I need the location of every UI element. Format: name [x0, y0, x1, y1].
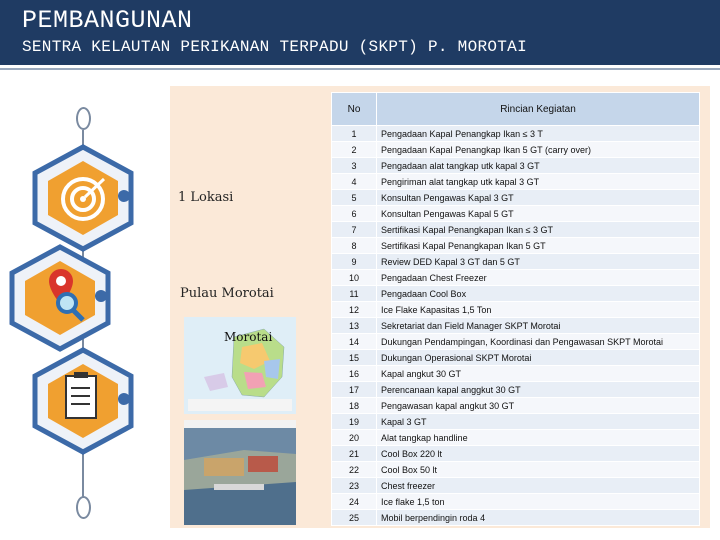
row-description: Pengawasan kapal angkut 30 GT [377, 398, 700, 414]
row-number: 19 [332, 414, 377, 430]
location-search-icon [5, 243, 115, 353]
table-row [332, 174, 700, 190]
row-number: 24 [332, 494, 377, 510]
row-description: Pengadaan alat tangkap utk kapal 3 GT [377, 158, 700, 174]
row-description: Sertifikasi Kapal Penangkapan Ikan 5 GT [377, 238, 700, 254]
table-row [332, 430, 700, 446]
row-description: Pengadaan Kapal Penangkap Ikan ≤ 3 T [377, 126, 700, 142]
row-number: 23 [332, 478, 377, 494]
row-number: 17 [332, 382, 377, 398]
row-description: Perencanaan kapal anggkut 30 GT [377, 382, 700, 398]
column-header-no: No [332, 93, 377, 126]
column-header-rincian: Rincian Kegiatan [377, 93, 700, 126]
row-number: 13 [332, 318, 377, 334]
table-row [332, 510, 700, 526]
row-description: Sertifikasi Kapal Penangkapan Ikan ≤ 3 GT [377, 222, 700, 238]
row-number: 11 [332, 286, 377, 302]
row-description: Cool Box 50 lt [377, 462, 700, 478]
row-description: Kapal 3 GT [377, 414, 700, 430]
table-row [332, 238, 700, 254]
row-number: 22 [332, 462, 377, 478]
row-description: Ice flake 1,5 ton [377, 494, 700, 510]
row-description: Konsultan Pengawas Kapal 5 GT [377, 206, 700, 222]
table-row [332, 142, 700, 158]
row-number: 12 [332, 302, 377, 318]
row-number: 5 [332, 190, 377, 206]
map-label: Morotai [224, 330, 273, 344]
row-number: 2 [332, 142, 377, 158]
table-row [332, 254, 700, 270]
row-number: 10 [332, 270, 377, 286]
row-description: Pengadaan Chest Freezer [377, 270, 700, 286]
row-description: Cool Box 220 lt [377, 446, 700, 462]
harbor-photo-image [184, 420, 296, 525]
row-description: Mobil berpendingin roda 4 [377, 510, 700, 526]
activity-table [331, 92, 700, 526]
table-row [332, 126, 700, 142]
row-number: 16 [332, 366, 377, 382]
row-number: 7 [332, 222, 377, 238]
row-number: 15 [332, 350, 377, 366]
clipboard-icon [28, 346, 138, 456]
row-description: Pengadaan Kapal Penangkap Ikan 5 GT (carry over) [377, 142, 700, 158]
row-number: 6 [332, 206, 377, 222]
table-row [332, 350, 700, 366]
row-description: Dukungan Operasional SKPT Morotai [377, 350, 700, 366]
pillar-bottom-cap [76, 496, 91, 519]
pillar-top-cap [76, 107, 91, 130]
target-icon [28, 143, 138, 253]
table-row [332, 270, 700, 286]
table-row [332, 414, 700, 430]
row-description: Alat tangkap handline [377, 430, 700, 446]
row-number: 21 [332, 446, 377, 462]
row-description: Pengadaan Cool Box [377, 286, 700, 302]
row-number: 8 [332, 238, 377, 254]
row-number: 9 [332, 254, 377, 270]
table-row [332, 334, 700, 350]
table-row [332, 158, 700, 174]
row-description: Ice Flake Kapasitas 1,5 Ton [377, 302, 700, 318]
row-number: 18 [332, 398, 377, 414]
row-number: 14 [332, 334, 377, 350]
row-description: Dukungan Pendampingan, Koordinasi dan Pengawasan SKPT Morotai [377, 334, 700, 350]
lokasi-label: 1 Lokasi [178, 190, 234, 205]
table-row [332, 494, 700, 510]
table-row [332, 190, 700, 206]
table-row [332, 478, 700, 494]
slide-header [0, 0, 720, 68]
row-number: 25 [332, 510, 377, 526]
row-description: Sekretariat dan Field Manager SKPT Morotai [377, 318, 700, 334]
row-number: 3 [332, 158, 377, 174]
table-row [332, 222, 700, 238]
pulau-label: Pulau Morotai [180, 286, 274, 301]
row-description: Konsultan Pengawas Kapal 3 GT [377, 190, 700, 206]
table-row [332, 286, 700, 302]
row-number: 4 [332, 174, 377, 190]
row-number: 1 [332, 126, 377, 142]
table-row [332, 446, 700, 462]
row-description: Chest freezer [377, 478, 700, 494]
table-row [332, 382, 700, 398]
table-row [332, 302, 700, 318]
row-description: Pengiriman alat tangkap utk kapal 3 GT [377, 174, 700, 190]
row-number: 20 [332, 430, 377, 446]
page-title: PEMBANGUNAN [22, 6, 193, 35]
table-row [332, 462, 700, 478]
row-description: Review DED Kapal 3 GT dan 5 GT [377, 254, 700, 270]
table-row [332, 318, 700, 334]
table-row [332, 366, 700, 382]
row-description: Kapal angkut 30 GT [377, 366, 700, 382]
table-row [332, 206, 700, 222]
table-row [332, 398, 700, 414]
page-subtitle: SENTRA KELAUTAN PERIKANAN TERPADU (SKPT) P. MOROTAI [22, 38, 527, 56]
